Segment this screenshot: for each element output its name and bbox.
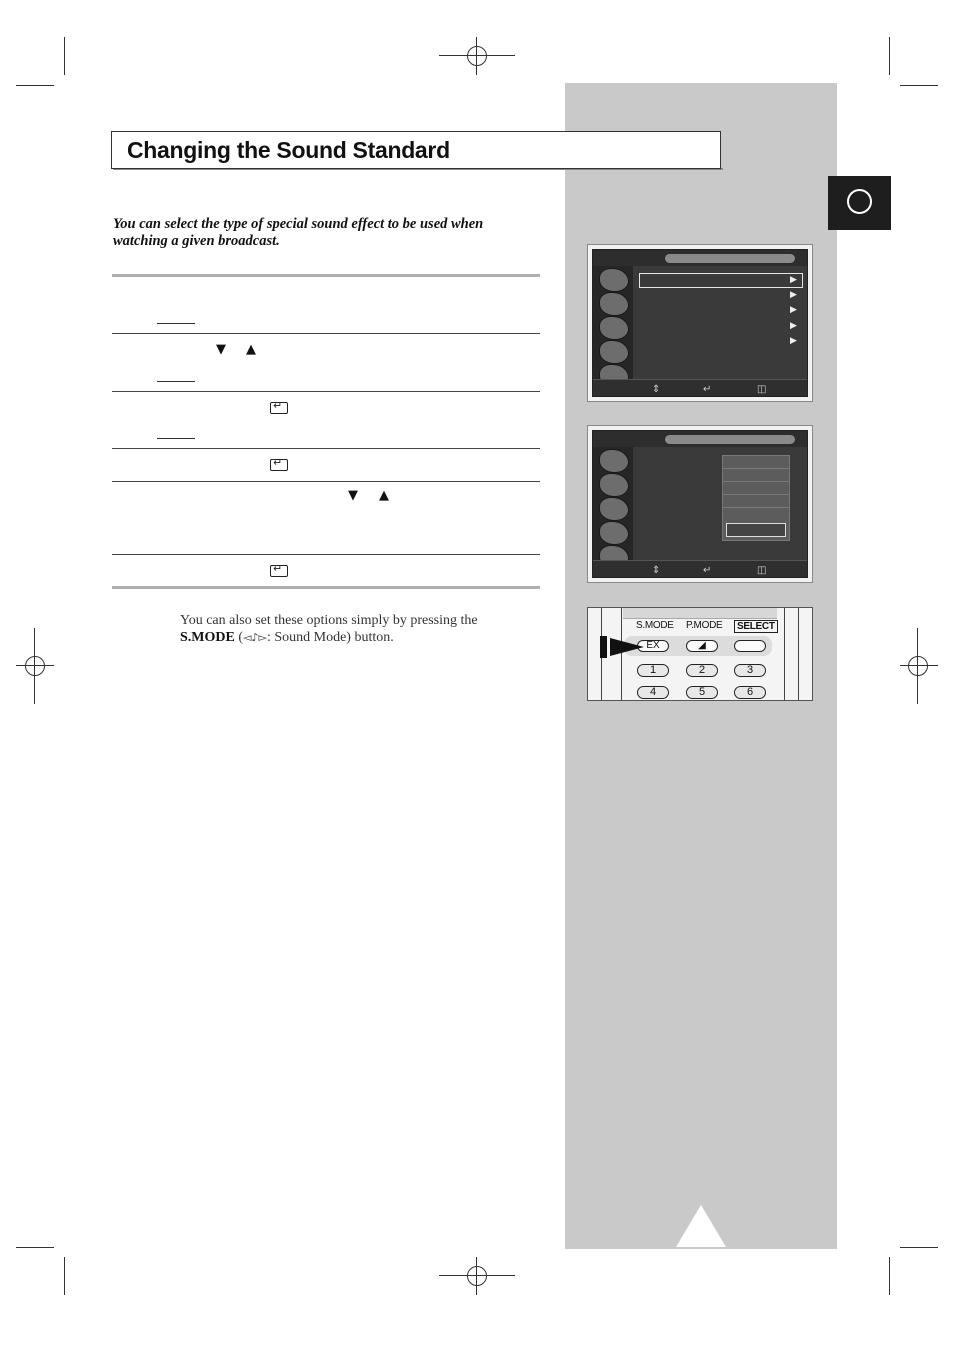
- crop-mark: [889, 37, 890, 75]
- sound-menu-icon: [599, 292, 629, 316]
- registration-line: [439, 55, 515, 56]
- number-button-6[interactable]: 6: [734, 686, 766, 699]
- remote-edge: [798, 608, 799, 700]
- updown-icon: ⇕: [652, 384, 661, 395]
- enter-icon: ↵: [703, 565, 712, 576]
- registration-line: [900, 665, 938, 666]
- page-number-triangle: [676, 1205, 726, 1247]
- circle-icon: [847, 189, 872, 214]
- step-divider: [112, 481, 540, 482]
- crop-mark: [889, 1257, 890, 1295]
- remote-top-panel: [623, 608, 777, 619]
- sound-mode-icon: ◅♪▻: [243, 631, 267, 644]
- select-button[interactable]: [734, 640, 766, 652]
- crop-mark: [64, 1257, 65, 1295]
- updown-icon: ⇕: [652, 565, 661, 576]
- note-text: [180, 612, 520, 646]
- tv-help-bar: [593, 379, 807, 396]
- picture-menu-icon: [599, 449, 629, 473]
- registration-line: [917, 628, 918, 704]
- tv-menu-sidebar: [593, 266, 633, 380]
- number-button-3[interactable]: 3: [734, 664, 766, 677]
- registration-mark: [25, 656, 45, 676]
- tv-option-popup: [722, 455, 790, 541]
- title-box: [111, 131, 721, 169]
- crop-mark: [16, 85, 54, 86]
- popup-divider: [723, 481, 789, 482]
- smode-button[interactable]: EX: [637, 640, 669, 652]
- registration-line: [439, 1275, 515, 1276]
- play-triangle-icon: ▶: [790, 275, 797, 285]
- select-label: SELECT: [734, 620, 778, 633]
- play-triangle-icon: ▶: [790, 336, 797, 346]
- enter-icon: [270, 402, 288, 414]
- number-button-2[interactable]: 2: [686, 664, 718, 677]
- tv-help-bar: [593, 560, 807, 577]
- step-divider: [112, 448, 540, 449]
- down-arrow-icon: ▼: [348, 488, 358, 503]
- menu-icon: ◫: [757, 384, 767, 395]
- number-button-4[interactable]: 4: [637, 686, 669, 699]
- channel-menu-icon: [599, 497, 629, 521]
- result-underline: [157, 323, 195, 324]
- play-triangle-icon: ▶: [790, 305, 797, 315]
- tv-menu-title-bar: [665, 435, 795, 444]
- language-tab: [828, 176, 891, 230]
- number-button-1[interactable]: 1: [637, 664, 669, 677]
- tv-selected-row: [639, 273, 803, 288]
- pmode-button[interactable]: ◢: [686, 640, 718, 652]
- result-underline: [157, 381, 195, 382]
- popup-selected-option: [726, 523, 786, 537]
- picture-menu-icon: [599, 268, 629, 292]
- page-title: Changing the Sound Standard: [127, 137, 450, 163]
- note-prefix: You can also set these options simply by pressing the: [180, 613, 478, 628]
- crop-mark: [16, 1247, 54, 1248]
- menu-icon: ◫: [757, 565, 767, 576]
- setup-menu-icon: [599, 340, 629, 364]
- step-divider: [112, 554, 540, 555]
- pointer-arrow-icon: [600, 636, 644, 660]
- crop-mark: [900, 85, 938, 86]
- popup-divider: [723, 468, 789, 469]
- pmode-label: P.MODE: [686, 620, 723, 631]
- tv-display: [592, 430, 808, 578]
- note-open: (: [234, 630, 244, 645]
- play-triangle-icon: ▶: [790, 290, 797, 300]
- crop-mark: [900, 1247, 938, 1248]
- up-arrow-icon: ▲: [379, 488, 389, 503]
- popup-divider: [723, 494, 789, 495]
- crop-mark: [64, 37, 65, 75]
- tv-display: [592, 249, 808, 397]
- registration-mark: [467, 46, 487, 66]
- registration-line: [476, 1257, 477, 1295]
- play-triangle-icon: ▶: [790, 321, 797, 331]
- registration-line: [34, 628, 35, 704]
- enter-icon: ↵: [703, 384, 712, 395]
- setup-menu-icon: [599, 521, 629, 545]
- remote-control: [587, 607, 813, 701]
- number-button-5[interactable]: 5: [686, 686, 718, 699]
- result-underline: [157, 438, 195, 439]
- table-top-rule: [112, 274, 540, 277]
- registration-mark: [467, 1266, 487, 1286]
- registration-mark: [908, 656, 928, 676]
- channel-menu-icon: [599, 316, 629, 340]
- tv-menu-sidebar: [593, 447, 633, 561]
- enter-icon: [270, 459, 288, 471]
- tv-screen-sound-options: [587, 425, 813, 583]
- note-button-name: S.MODE: [180, 630, 235, 645]
- registration-line: [16, 665, 54, 666]
- step-divider: [112, 391, 540, 392]
- tv-screen-sound-menu: [587, 244, 813, 402]
- note-suffix: : Sound Mode) button.: [266, 630, 394, 645]
- tv-menu-title-bar: [665, 254, 795, 263]
- smode-label: S.MODE: [636, 620, 674, 631]
- down-arrow-icon: ▼: [216, 342, 226, 357]
- registration-line: [476, 37, 477, 75]
- up-arrow-icon: ▲: [246, 342, 256, 357]
- intro-text: You can select the type of special sound effect to be used when watching a given broadcast.: [113, 216, 484, 249]
- table-bottom-rule: [112, 586, 540, 589]
- remote-edge: [784, 608, 785, 700]
- popup-divider: [723, 507, 789, 508]
- step-divider: [112, 333, 540, 334]
- enter-icon: [270, 565, 288, 577]
- sound-menu-icon: [599, 473, 629, 497]
